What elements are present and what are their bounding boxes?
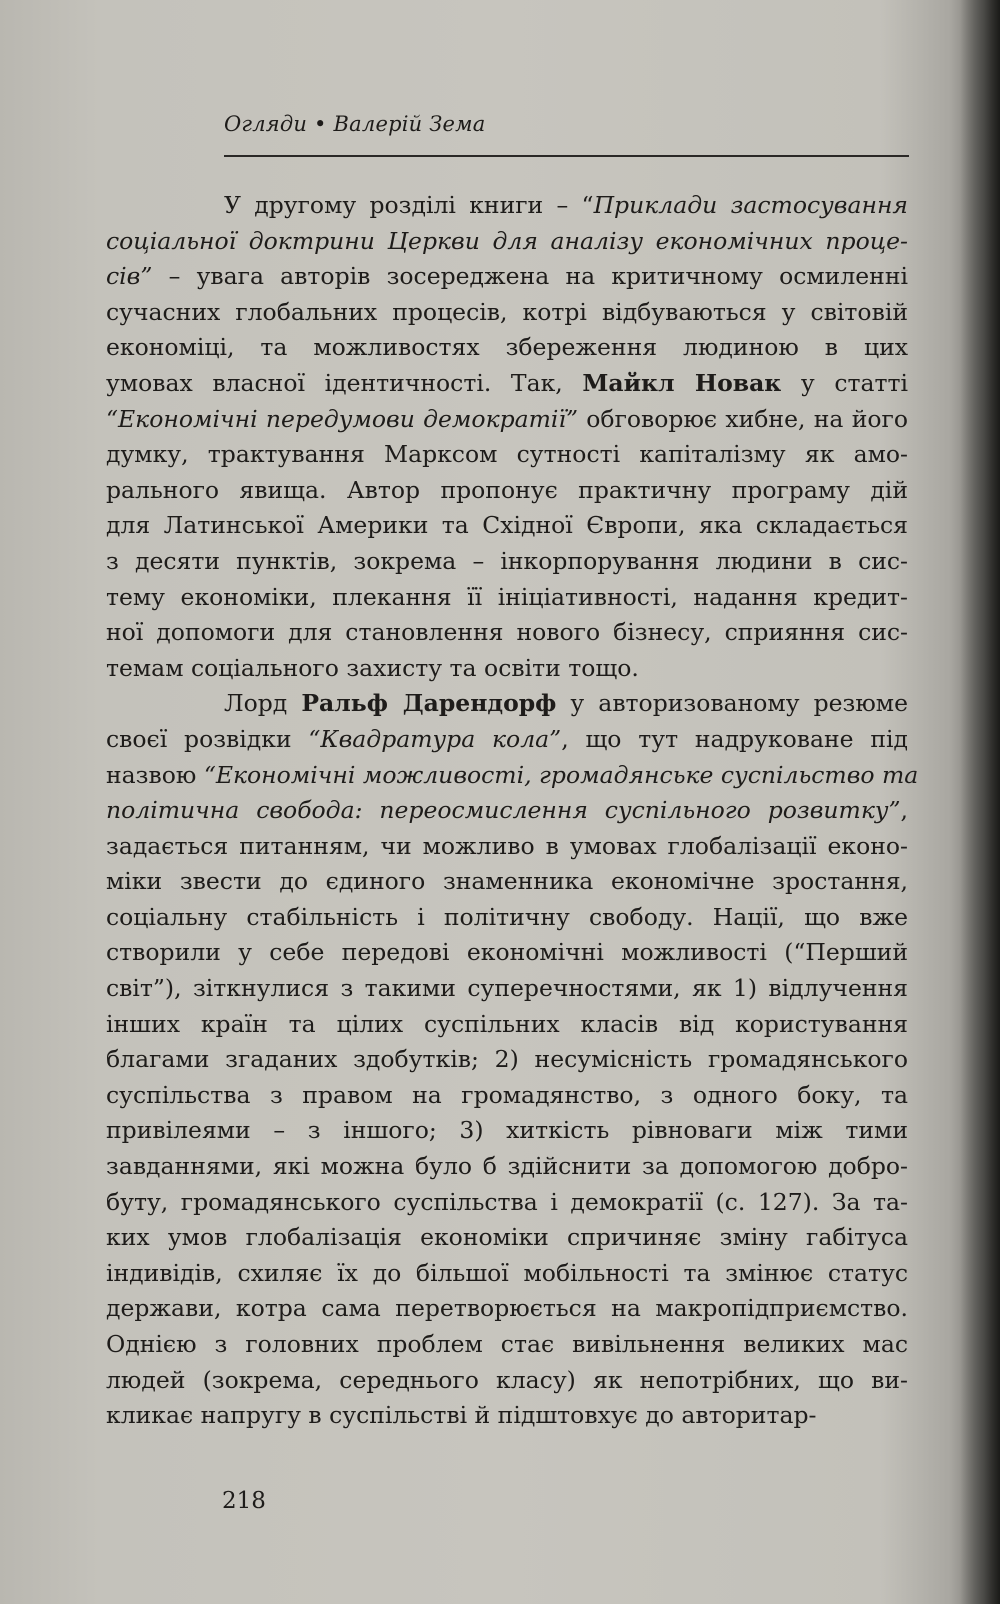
bold-author-name: Ральф Дарендорф — [301, 689, 557, 718]
text-line — [106, 686, 908, 722]
text-line — [106, 615, 908, 651]
text-run: у статті — [781, 368, 909, 397]
text-line — [106, 935, 908, 971]
text-line — [106, 900, 908, 936]
text-line — [106, 1113, 908, 1149]
text-line — [106, 330, 908, 366]
text-run: умовах власної ідентичності. Так, — [106, 368, 583, 397]
text-line — [106, 1078, 908, 1114]
text-line — [106, 651, 908, 687]
text-line — [106, 366, 908, 402]
page-number: 218 — [222, 1488, 266, 1514]
text-run: задається питанням, чи можливо в умовах глобалізації еконо- — [106, 831, 908, 860]
text-run: завданнями, які можна було б здійснити за допомогою добро- — [106, 1152, 908, 1181]
text-run: інших країн та цілих суспільних класів від користування — [106, 1009, 908, 1038]
text-line — [106, 758, 919, 794]
text-run: ких умов глобалізація економіки спричиняє зміну габітуса — [106, 1223, 908, 1252]
text-run: світ”), зіткнулися з такими суперечностями, як 1) відлучення — [106, 974, 908, 1003]
text-line — [106, 1291, 908, 1327]
text-line — [106, 402, 908, 438]
italic-title: політична свобода: переосмислення суспільного розвитку” — [106, 796, 901, 825]
text-line — [106, 1398, 908, 1434]
text-line — [106, 829, 908, 865]
text-run: Лорд — [224, 689, 302, 718]
text-run: , — [900, 796, 908, 825]
text-line — [106, 1185, 908, 1221]
text-run: тему економіки, плекання її ініціативності, надання кредит- — [106, 582, 908, 611]
text-run: благами згаданих здобутків; 2) несумісність громадянського — [106, 1045, 908, 1074]
text-run: економіці, та можливостях збереження людиною в цих — [106, 333, 908, 362]
text-line — [106, 473, 908, 509]
text-line — [106, 224, 908, 260]
text-run: назвою — [106, 760, 204, 789]
header-author: Валерій Зема — [333, 112, 486, 136]
text-run: обговорює хибне, на його — [577, 404, 908, 433]
text-line — [106, 1007, 908, 1043]
text-line — [106, 1327, 908, 1363]
text-line — [106, 1220, 908, 1256]
text-run: у авторизованому резюме — [556, 689, 908, 718]
text-run: створили у себе передові економічні можливості (“Перший — [106, 938, 908, 967]
text-line — [106, 971, 908, 1007]
italic-title: “Економічні передумови демократії” — [106, 404, 578, 433]
text-run: ної допомоги для становлення нового бізнесу, сприяння сис- — [106, 618, 908, 647]
text-run: людей (зокрема, середнього класу) як непотрібних, що ви- — [106, 1365, 908, 1394]
header-rule — [224, 155, 909, 157]
text-run: міки звести до єдиного знаменника економічне зростання, — [106, 867, 908, 896]
text-line — [106, 722, 908, 758]
text-run: з десяти пунктів, зокрема – інкорпорування людини в сис- — [106, 546, 908, 575]
text-run: індивідів, схиляє їх до більшої мобільності та змінює статус — [106, 1258, 908, 1287]
running-header — [224, 112, 908, 136]
text-line — [106, 1363, 908, 1399]
text-line — [106, 259, 908, 295]
italic-title: Приклади застосування — [593, 191, 908, 219]
paragraph — [106, 188, 908, 686]
header-separator: • — [314, 112, 327, 136]
text-run: буту, громадянського суспільства і демократії (с. 127). За та- — [106, 1187, 908, 1216]
text-run: соціальну стабільність і політичну свободу. Нації, що вже — [106, 902, 908, 931]
italic-title: сів” — [106, 262, 153, 291]
text-run: думку, трактування Марксом сутності капіталізму як амо- — [106, 440, 908, 469]
text-run: У другому розділі книги – “ — [224, 191, 594, 219]
book-spine-shadow — [960, 0, 1000, 1604]
text-line — [106, 1042, 908, 1078]
text-run: держави, котра сама перетворюється на макропідприємство. — [106, 1294, 908, 1323]
text-line — [106, 188, 908, 224]
italic-title: “Економічні можливості, громадянське суспільство та — [203, 760, 919, 789]
text-line — [106, 864, 908, 900]
text-line — [106, 437, 908, 473]
text-line — [106, 1256, 908, 1292]
text-line — [106, 508, 908, 544]
text-line — [106, 295, 908, 331]
text-run: суспільства з правом на громадянство, з одного боку, та — [106, 1080, 908, 1109]
text-run: , що тут надруковане під — [561, 724, 908, 753]
text-run: для Латинської Америки та Східної Європи, яка складається — [106, 511, 908, 540]
italic-title: “Квадратура кола” — [308, 724, 562, 753]
italic-title: соціальної доктрини Церкви для аналізу економічних проце- — [106, 226, 908, 255]
text-line — [106, 580, 908, 616]
text-run: своєї розвідки — [106, 724, 309, 753]
text-run: Однією з головних проблем стає вивільнення великих мас — [106, 1330, 908, 1358]
text-run: рального явища. Автор пропонує практичну програму дій — [106, 475, 908, 504]
bold-author-name: Майкл Новак — [582, 368, 782, 397]
text-run: сучасних глобальних процесів, котрі відбуваються у світовій — [106, 297, 908, 326]
paragraph — [106, 686, 919, 1433]
text-line — [106, 1149, 908, 1185]
text-run: привілеями – з іншого; 3) хиткість рівноваги між тими — [106, 1116, 908, 1145]
text-run: темам соціального захисту та освіти тощо. — [106, 653, 639, 682]
body-text — [106, 188, 919, 1434]
text-line — [106, 793, 908, 829]
header-section: Огляди — [224, 112, 308, 136]
text-run: кликає напругу в суспільстві й підштовхує до авторитар- — [106, 1401, 817, 1430]
text-line — [106, 544, 908, 580]
text-run: – увага авторів зосереджена на критичному осмиленні — [152, 262, 908, 291]
